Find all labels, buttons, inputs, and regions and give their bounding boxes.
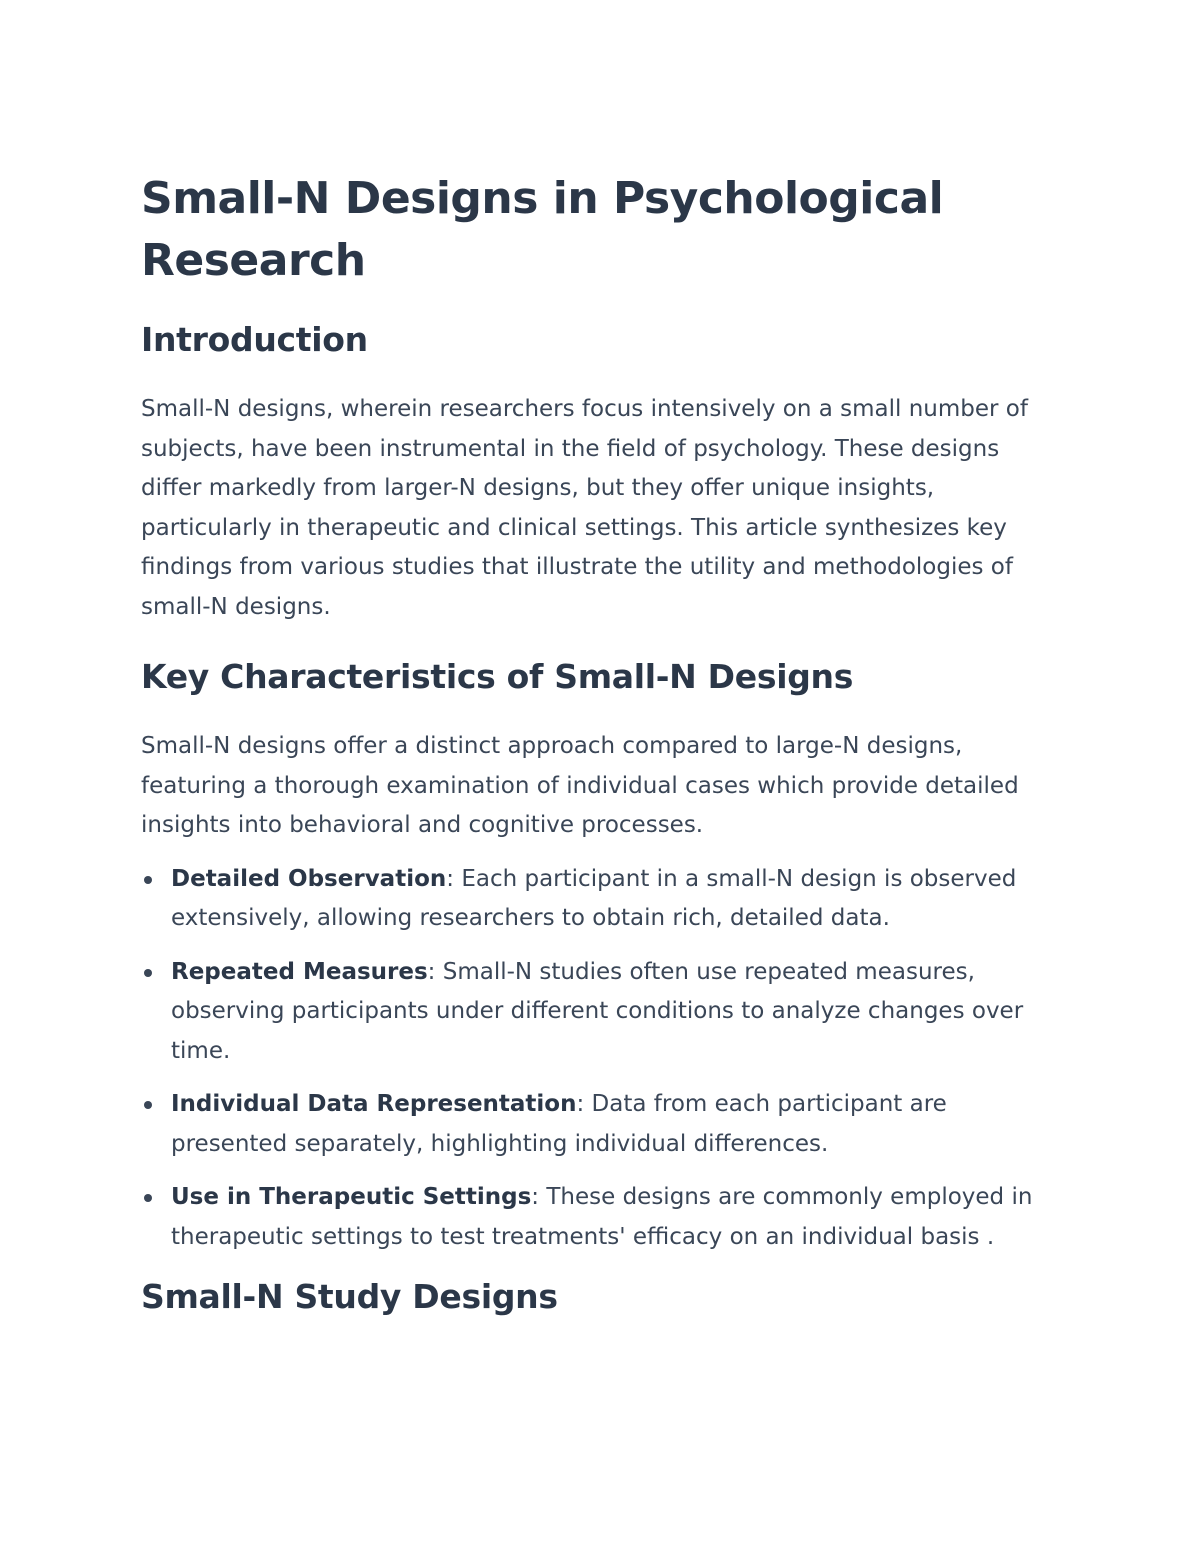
section-heading-introduction: Introduction — [141, 320, 368, 359]
bullet-icon — [144, 969, 152, 977]
characteristics-list — [141, 860, 1061, 1258]
list-item-term: Individual Data Representation — [171, 1091, 577, 1117]
document-page — [141, 168, 1061, 1319]
list-item — [141, 1085, 1061, 1164]
list-item-text: : Small-N studies often use repeated measures, observing participants under different conditions to analyze changes over time. — [171, 958, 1024, 1064]
page-title: Small-N Designs in Psychological Research — [141, 173, 944, 286]
list-item-term: Use in Therapeutic Settings — [171, 1184, 532, 1210]
list-item — [141, 953, 1061, 1072]
list-item — [141, 860, 1061, 939]
list-item-term: Detailed Observation — [171, 865, 447, 892]
list-item-term: Repeated Measures — [171, 958, 428, 985]
section-heading-key-characteristics: Key Characteristics of Small-N Designs — [141, 657, 854, 696]
bullet-icon — [144, 876, 152, 884]
list-item-text: : Data from each participant are presented separately, highlighting individual differences. — [171, 1091, 947, 1157]
list-item-text: : Each participant in a small-N design is observed extensively, allowing researchers to obtain rich, detailed data. — [171, 865, 1017, 931]
introduction-paragraph: Small-N designs, wherein researchers focus intensively on a small number of subjects, have been instrumental in the field of psychology. These designs differ markedly from larger-N designs, but they offer unique insights, particularly in therapeutic and clinical settings. This article synthesizes key findings from various studies that illustrate the utility and methodologies of small-N designs. — [141, 396, 1028, 620]
bullet-icon — [144, 1101, 152, 1109]
key-characteristics-paragraph: Small-N designs offer a distinct approach compared to large-N designs, featuring a thorough examination of individual cases which provide detailed insights into behavioral and cognitive processes. — [141, 733, 1019, 838]
bullet-icon — [144, 1194, 152, 1202]
list-item — [141, 1178, 1061, 1257]
list-item-text: : These designs are commonly employed in therapeutic settings to test treatments' efficacy on an individual basis . — [171, 1184, 1033, 1250]
section-heading-study-designs: Small-N Study Designs — [141, 1277, 558, 1316]
